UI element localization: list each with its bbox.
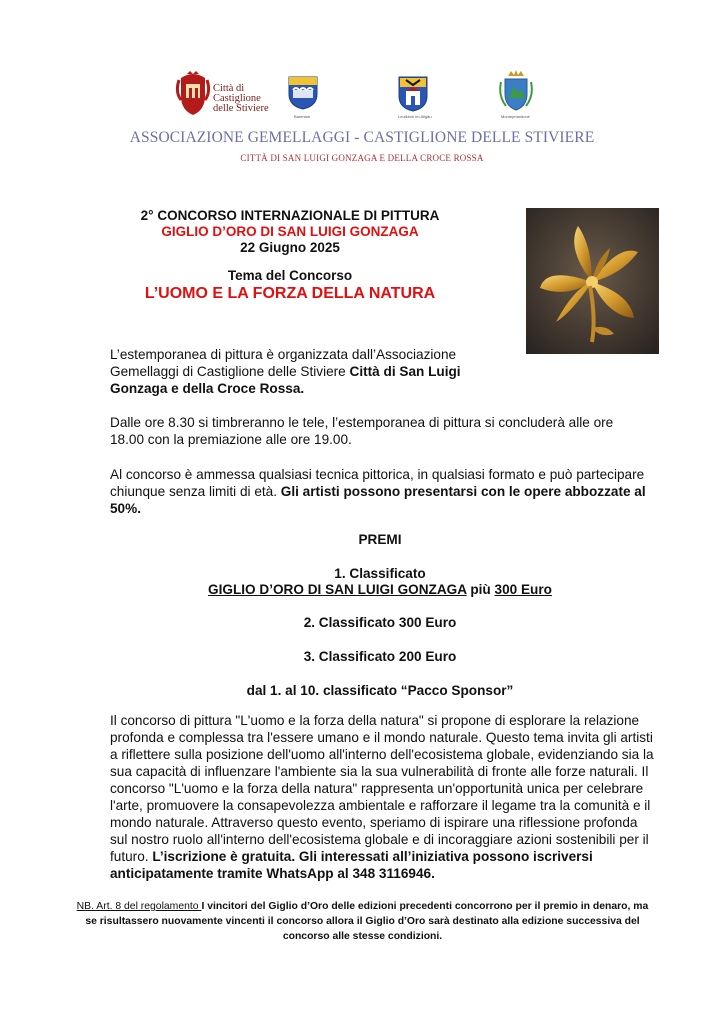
second-prize: 2. Classificato 300 Euro — [303, 615, 457, 630]
first-prize-detail — [110, 581, 650, 598]
castiglione-line-3: delle Stiviere — [213, 103, 269, 114]
organizer-bold-text: Città di San Luigi Gonzaga e della Croce Rossa. — [110, 364, 461, 396]
contest-title-block — [90, 208, 490, 304]
registration-info: L’iscrizione è gratuita. Gli interessati all’iniziativa possono iscriversi anticipatamente tramite WhatsApp al 348 3116946. — [110, 849, 593, 881]
castiglione-line-1: Città di — [213, 83, 245, 94]
golden-lily-photo — [526, 208, 659, 354]
castiglione-coat-of-arms-icon — [175, 70, 211, 116]
logo-row — [0, 70, 724, 128]
association-title: ASSOCIAZIONE GEMELLAGGI - CASTIGLIONE DELLE STIVIERE — [129, 129, 595, 146]
contest-name: GIGLIO D’ORO DI SAN LUIGI GONZAGA — [161, 224, 419, 239]
castiglione-logo-text — [213, 84, 269, 114]
rules-text: Al concorso è ammessa qualsiasi tecnica pittorica, in qualsiasi formato e può partecipare chiunque senza limiti di età. — [110, 467, 645, 499]
regulation-note — [75, 899, 650, 944]
first-prize-amount: 300 Euro — [494, 582, 552, 597]
contest-edition: 2° CONCORSO INTERNAZIONALE DI PITTURA — [140, 208, 440, 223]
description-text: Il concorso di pittura "L'uomo e la forza della natura" si propone di esplorare la relazione profonda e complessa tra l'essere umano e il mondo naturale. Questo tema invita gli artisti a riflettere sulla posizione dell'uomo all'interno dell'ecosistema globale, evidenziando sia la sua capacità di influenzare l'ambiente sia la sua vulnerabilità di fronte alle forze naturali. Il concorso "L'uomo e la forza della natura" rappresenta un'opportunità unica per celebrare l'arte, promuovere la consapevolezza ambientale e rafforzare il legame tra la comunità e il mondo naturale. Attraverso questo evento, speriamo di ispirare una riflessione profonda sul nostro ruolo all'interno dell'ecosistema globale e di incoraggiare azioni sostenibili per il futuro. — [110, 713, 654, 864]
theme-label: Tema del Concorso — [227, 268, 353, 283]
leutkirch-caption: Leutkirch im Allgäu — [398, 114, 432, 119]
third-prize: 3. Classificato 200 Euro — [303, 649, 457, 664]
barenton-shield-icon — [288, 76, 318, 110]
rules-bold-text: Gli artisti possono presentarsi con le opere abbozzate al 50%. — [110, 484, 646, 516]
prizes-heading: PREMI — [358, 532, 402, 547]
castiglione-line-2: Castiglione — [213, 93, 261, 104]
rules-paragraph — [110, 466, 650, 517]
first-prize-name: GIGLIO D’ORO DI SAN LUIGI GONZAGA — [208, 582, 467, 597]
contest-date: 22 Giugno 2025 — [240, 240, 340, 255]
montepriandone-caption: Montepriandone — [501, 114, 530, 119]
organizer-text: L’estemporanea di pittura è organizzata dall’Associazione Gemellaggi di Castiglione delle Stiviere — [110, 347, 457, 379]
schedule-paragraph: Dalle ore 8.30 si timbreranno le tele, l’estemporanea di pittura si concluderà alle ore 18.00 con la premiazione alle ore 19.00. — [110, 415, 614, 447]
first-prize-plus: più — [466, 582, 495, 597]
barenton-caption: Barenton — [294, 114, 311, 119]
montepriandone-coat-of-arms-icon — [498, 70, 534, 112]
association-subtitle: CITTÀ DI SAN LUIGI GONZAGA E DELLA CROCE ROSSA — [240, 153, 484, 163]
regulation-note-text: I vincitori del Giglio d’Oro delle edizioni precedenti concorrono per il premio in denaro, ma se risultassero nuovamente vincenti il concorso allora il Giglio d’Oro sarà destinato alla edizione successiva del concorso alle stesse condizioni. — [85, 901, 649, 942]
letterhead — [0, 70, 724, 170]
intro-organizer-paragraph — [110, 346, 520, 397]
leutkirch-shield-icon — [398, 76, 428, 112]
regulation-reference: NB. Art. 8 del regolamento — [76, 901, 202, 912]
sponsor-prize: dal 1. al 10. classificato “Pacco Sponsor” — [246, 683, 514, 698]
theme-title: L’UOMO E LA FORZA DELLA NATURA — [144, 285, 436, 302]
first-prize-label: 1. Classificato — [334, 566, 426, 581]
contest-description — [110, 712, 655, 882]
